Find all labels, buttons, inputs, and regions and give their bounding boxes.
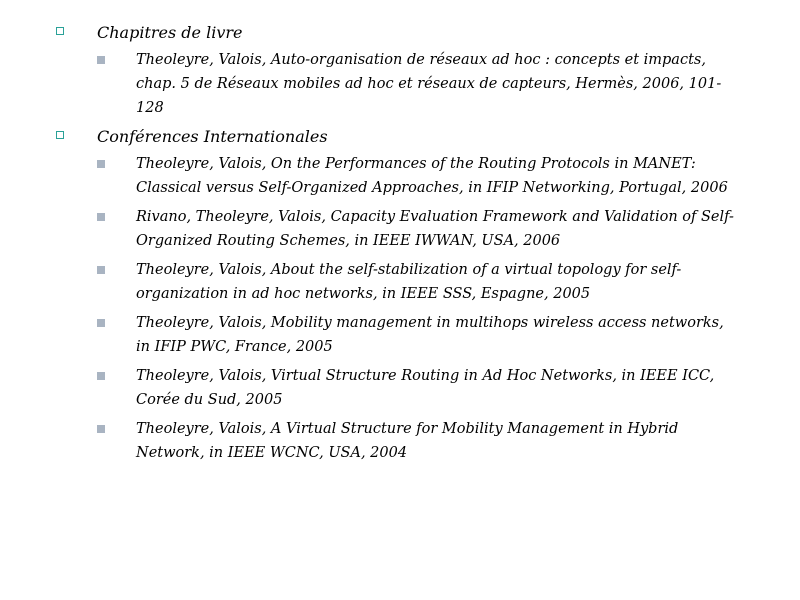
section-book-chapters	[0, 22, 800, 125]
publication-text: Theoleyre, Valois, A Virtual Structure for Mobility Management in Hybrid Network, in IEEE WCNC, USA, 2004	[136, 421, 679, 461]
publication-text: Theoleyre, Valois, Virtual Structure Routing in Ad Hoc Networks, in IEEE ICC, Corée du Sud, 2005	[136, 368, 715, 408]
hollow-square-bullet-icon	[56, 27, 64, 35]
publication-text: Theoleyre, Valois, About the self-stabilization of a virtual topology for self-organization in ad hoc networks, in IEEE SSS, Espagne, 2005	[136, 262, 682, 302]
square-bullet-icon	[97, 266, 105, 274]
hollow-square-bullet-icon	[56, 131, 64, 139]
publication-text: Theoleyre, Valois, On the Performances of the Routing Protocols in MANET: Classical versus Self-Organized Approaches, in IFIP Networking, Portugal, 2006	[136, 156, 728, 196]
publication-text: Rivano, Theoleyre, Valois, Capacity Evaluation Framework and Validation of Self-Organized Routing Schemes, in IEEE IWWAN, USA, 2006	[136, 209, 734, 249]
square-bullet-icon	[97, 319, 105, 327]
list-item	[0, 417, 800, 465]
section-title: Chapitres de livre	[97, 23, 243, 42]
list-item	[0, 205, 800, 253]
square-bullet-icon	[97, 56, 105, 64]
square-bullet-icon	[97, 160, 105, 168]
section-heading	[0, 126, 800, 148]
list-item	[0, 364, 800, 412]
list-item	[0, 48, 800, 120]
square-bullet-icon	[97, 372, 105, 380]
list-item	[0, 258, 800, 306]
section-heading	[0, 22, 800, 44]
square-bullet-icon	[97, 213, 105, 221]
square-bullet-icon	[97, 425, 105, 433]
publication-text: Theoleyre, Valois, Auto-organisation de réseaux ad hoc : concepts et impacts, chap. 5 de Réseaux mobiles ad hoc et réseaux de capteurs, Hermès, 2006, 101-128	[136, 52, 722, 116]
publication-list	[0, 152, 800, 465]
section-international-conferences	[0, 126, 800, 470]
publication-list	[0, 48, 800, 120]
list-item	[0, 311, 800, 359]
section-title: Conférences Internationales	[97, 127, 328, 146]
list-item	[0, 152, 800, 200]
publication-text: Theoleyre, Valois, Mobility management in multihops wireless access networks, in IFIP PWC, France, 2005	[136, 315, 724, 355]
